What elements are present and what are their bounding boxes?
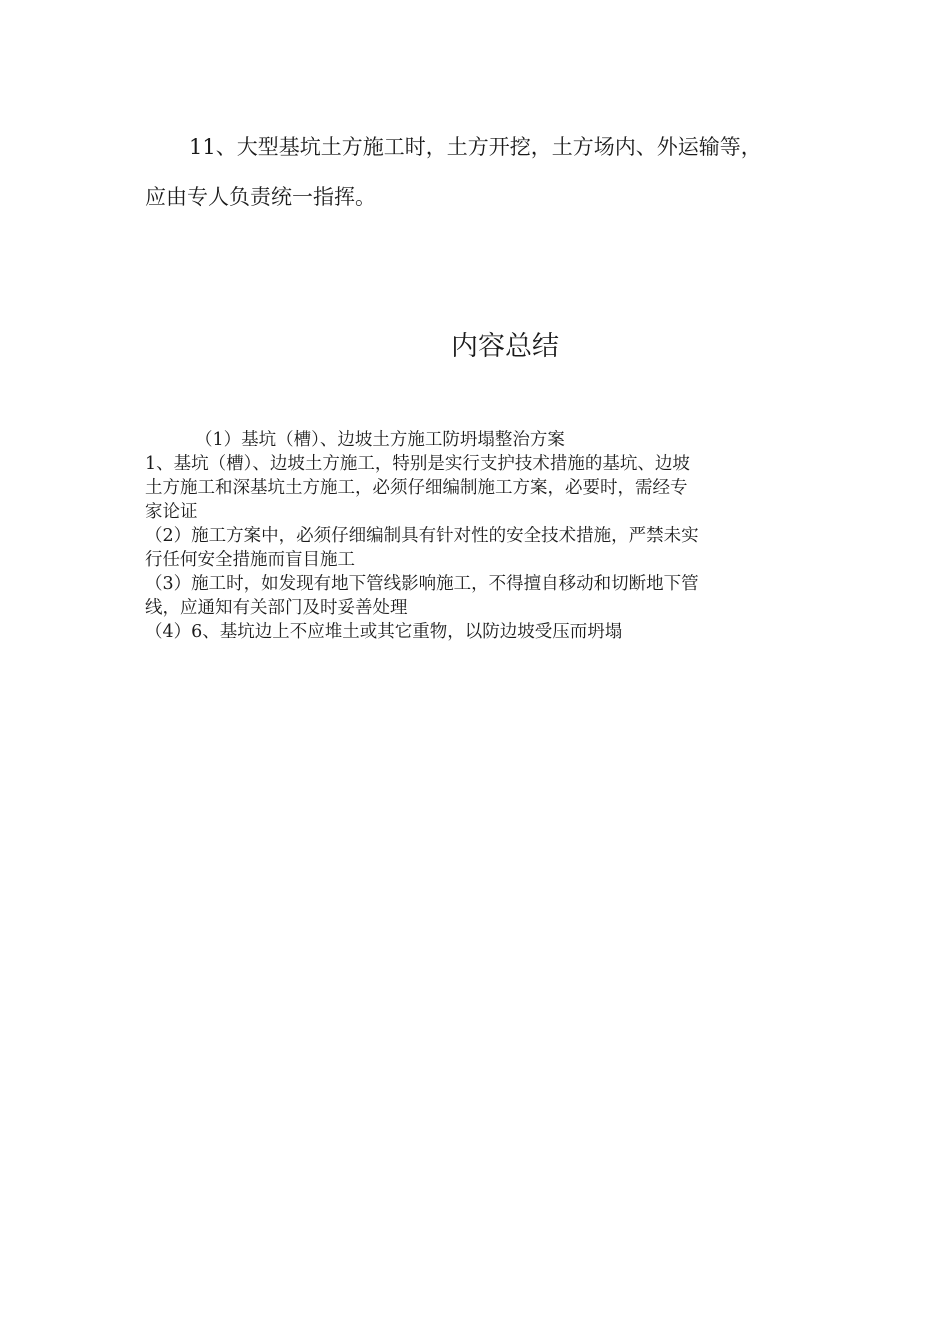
summary-line: 家论证 <box>145 502 198 522</box>
summary-line: 1、基坑（槽）、边坡土方施工，特别是实行支护技术措施的基坑、边坡 <box>145 454 690 474</box>
summary-heading: 内容总结 <box>451 331 559 362</box>
summary-line: 线，应通知有关部门及时妥善处理 <box>145 598 408 618</box>
summary-body <box>145 428 800 644</box>
summary-line: 土方施工和深基坑土方施工，必须仔细编制施工方案，必要时，需经专 <box>145 478 688 498</box>
paragraph-line: 11、大型基坑土方施工时，土方开挖，土方场内、外运输等， <box>189 135 762 159</box>
summary-line: （3）施工时，如发现有地下管线影响施工，不得擅自移动和切断地下管 <box>145 574 699 594</box>
summary-line: （4）6、基坑边上不应堆土或其它重物，以防边坡受压而坍塌 <box>145 622 623 642</box>
paragraph-item-11 <box>145 122 795 222</box>
summary-line: （1）基坑（槽）、边坡土方施工防坍塌整治方案 <box>195 430 565 450</box>
summary-line: （2）施工方案中，必须仔细编制具有针对性的安全技术措施，严禁未实 <box>145 526 699 546</box>
paragraph-line: 应由专人负责统一指挥。 <box>145 185 376 209</box>
summary-line: 行任何安全措施而盲目施工 <box>145 550 355 570</box>
